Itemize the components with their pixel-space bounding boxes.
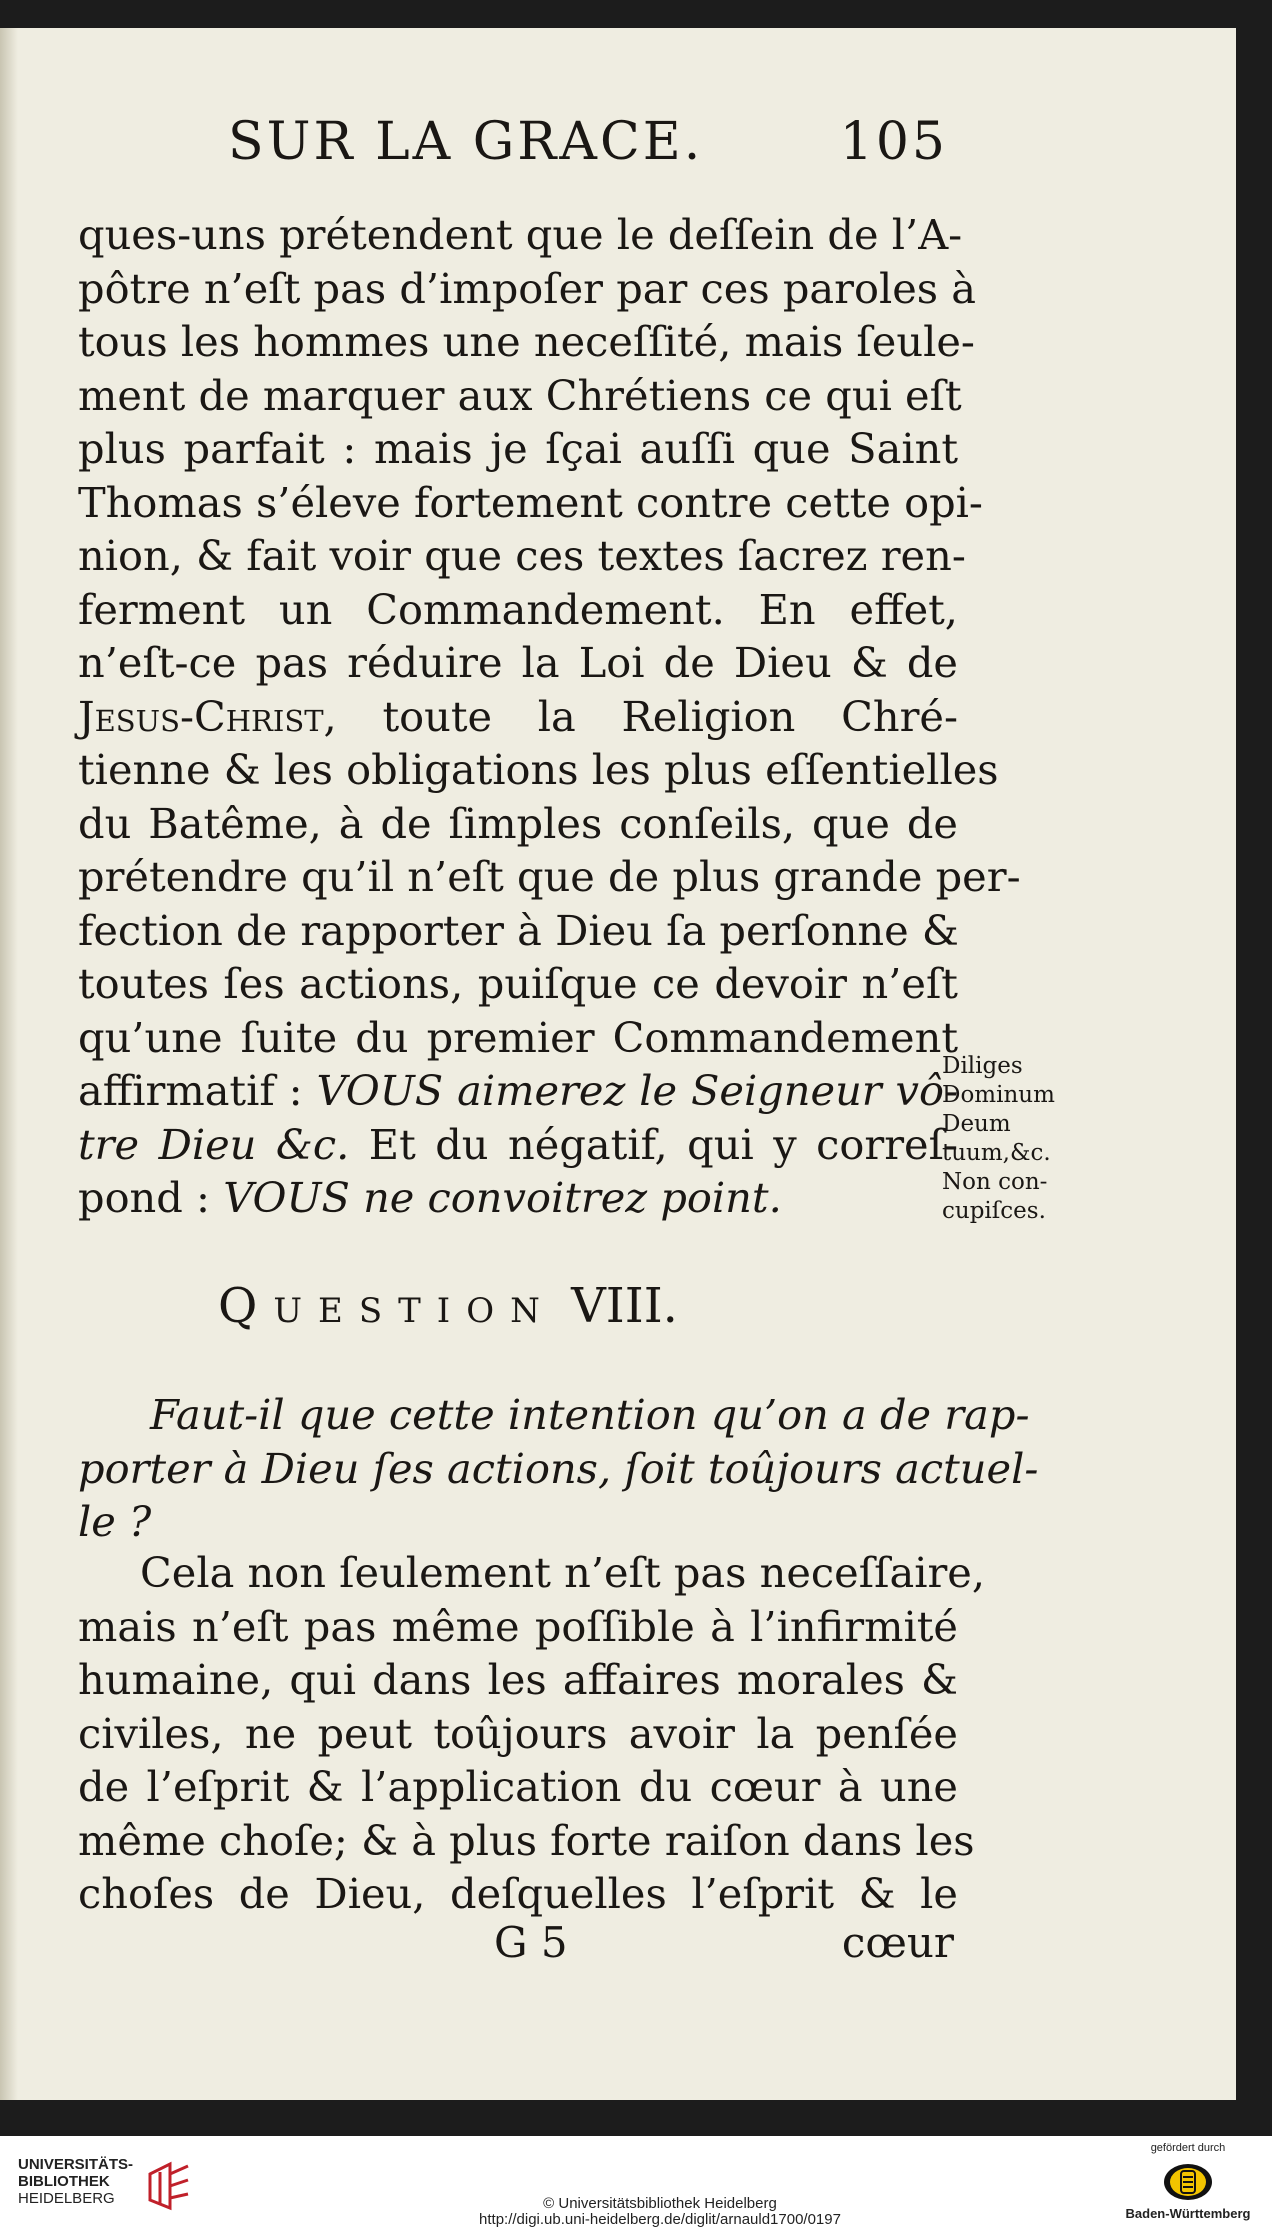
scripture-quote: VOUS aimerez le Seigneur vô- (316, 1066, 959, 1115)
copyright-text: © Universitätsbibliothek Heidelberg (543, 2195, 777, 2212)
text-line: même choſe; & à plus forte raiſon dans les (78, 1815, 975, 1865)
funding-notice (1118, 2142, 1258, 2226)
margin-note-line: cupiſces. (942, 1198, 1046, 1224)
text-line: Cela non ſeulement n’eſt pas neceſſaire, (140, 1548, 986, 1597)
library-name: UNIVERSITÄTS- BIBLIOTHEK HEIDELBERG (18, 2156, 134, 2207)
book-page (0, 28, 1236, 2100)
text-line: qu’une ſuite du premier Commandement (78, 1012, 958, 1062)
question-numeral: VIII. (571, 1278, 678, 1334)
text-line: le ? (78, 1497, 152, 1546)
text-line: ques-uns prétendent que le deſſein de l’A- (78, 210, 963, 259)
text-line: toutes ſes actions, puiſque ce devoir n’eſt (78, 959, 958, 1008)
text-line: choſes de Dieu, deſquelles l’eſprit & le (78, 1869, 958, 1918)
text-line: de l’eſprit & l’application du cœur à une (78, 1762, 958, 1811)
text-line: Jesus-Christ, toute la Religion Chré- (78, 691, 958, 741)
scripture-quote: tre Dieu &c. (78, 1119, 350, 1169)
funding-label: gefördert durch (1150, 2142, 1226, 2154)
margin-note-line: Dominum (942, 1082, 1055, 1108)
text-line: Faut-il que cette intention qu’on a de rap- (150, 1390, 1030, 1439)
text-line: tous les hommes une neceſſité, mais ſeule- (78, 317, 975, 366)
signature-mark: G 5 (494, 1918, 568, 1967)
copyright-notice (380, 2196, 940, 2228)
answer-paragraph (78, 1546, 986, 1921)
text-line: humaine, qui dans les affaires morales & (78, 1655, 958, 1704)
page-footer (494, 1918, 954, 1978)
text-line: affirmatif : VOUS aimerez le Seigneur vô- (78, 1066, 959, 1115)
catchword: cœur (841, 1918, 954, 1967)
library-emblem-icon (146, 2160, 194, 2212)
permalink[interactable]: http://digi.ub.uni-heidelberg.de/diglit/arnauld1700/0197 (479, 2211, 841, 2228)
text-line: ferment un Commandement. En effet, (78, 584, 958, 634)
margin-note (942, 1052, 1122, 1226)
text-line: nion, & fait voir que ces textes ſacrez ren- (78, 531, 966, 580)
text-line: tre Dieu &c. Et du négatif, qui y correſ- (78, 1119, 958, 1169)
margin-note-line: tuum,&c. (942, 1140, 1051, 1166)
small-caps-name: Jesus-Christ (78, 691, 324, 741)
text-line: prétendre qu’il n’eſt que de plus grande per- (78, 852, 1021, 901)
funding-state: Baden-Württemberg (1125, 2206, 1251, 2221)
viewer-footer (0, 2136, 1272, 2228)
text-line: plus parfait : mais je ſçai auſſi que Saint (78, 424, 958, 473)
text-line: du Batême, à de ſimples conſeils, que de (78, 798, 958, 848)
text-line: porter à Dieu ſes actions, ſoit toûjours actuel- (78, 1443, 1039, 1493)
margin-note-line: Deum (942, 1111, 1011, 1137)
margin-note-line: Diliges (942, 1053, 1023, 1079)
text-line: civiles, ne peut toûjours avoir la penſée (78, 1708, 958, 1758)
coat-of-arms-icon (1162, 2162, 1214, 2202)
page-number: 105 (839, 112, 948, 172)
library-logo[interactable] (18, 2156, 188, 2216)
text-line: Thomas s’éleve fortement contre cette opi- (78, 477, 983, 527)
text-line: ment de marquer aux Chrétiens ce qui eſt (78, 370, 962, 420)
text-line: n’eſt-ce pas réduire la Loi de Dieu & de (78, 638, 958, 687)
question-text (78, 1388, 1039, 1549)
text-line: fection de rapporter à Dieu ſa perſonne & (78, 905, 959, 955)
text-line: pond : VOUS ne convoitrez point. (78, 1173, 782, 1222)
question-heading (218, 1278, 858, 1348)
question-word: Question (218, 1278, 556, 1334)
running-head (228, 112, 948, 184)
text-line: tienne & les obligations les plus eſſentielles (78, 745, 999, 794)
scripture-quote: VOUS ne convoitrez point. (223, 1173, 782, 1222)
text-line: mais n’eſt pas même poſſible à l’infirmité (78, 1601, 958, 1651)
margin-note-line: Non con- (942, 1169, 1048, 1195)
text-line: pôtre n’eſt pas d’impoſer par ces paroles à (78, 263, 977, 313)
running-title: SUR LA GRACE. (228, 112, 704, 172)
